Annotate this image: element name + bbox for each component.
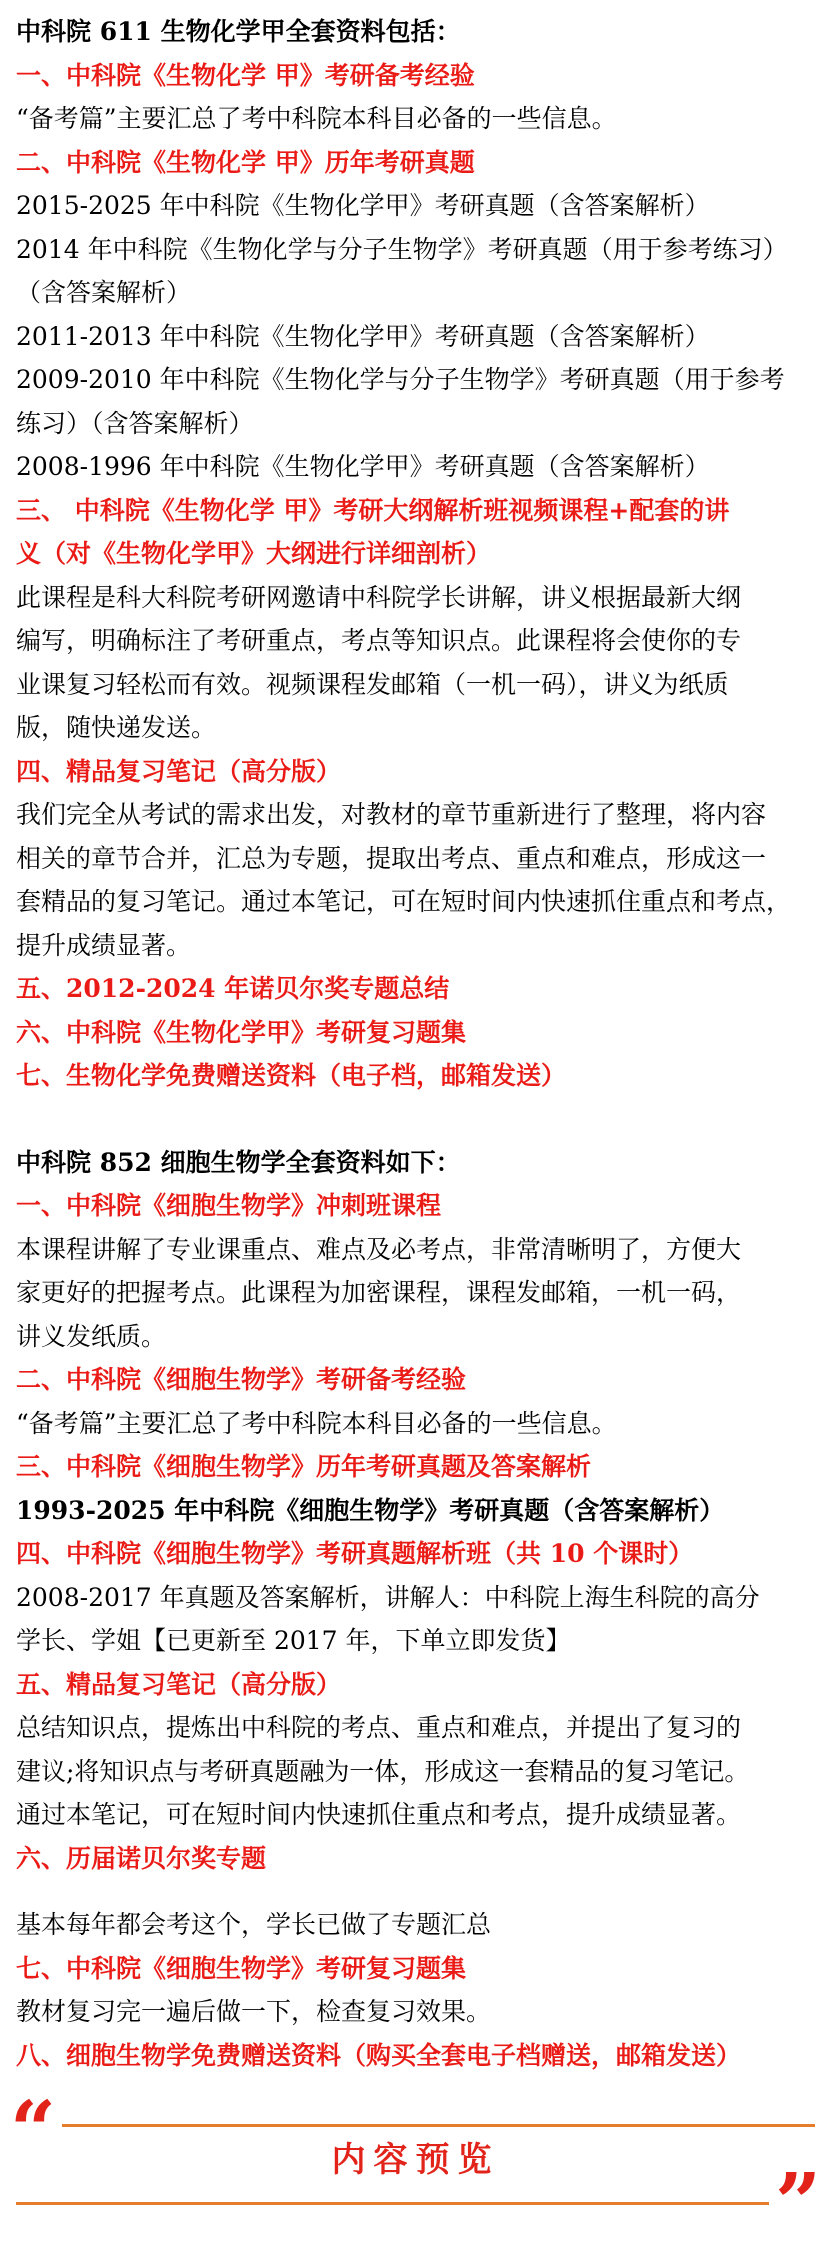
- section2-item3: 三、中科院《细胞生物学》历年考研真题及答案解析: [16, 1452, 592, 1481]
- quote-close-icon: ”: [774, 2155, 821, 2249]
- document-body: [16, 10, 820, 2077]
- section1-item4: 四、精品复习笔记（高分版）: [16, 756, 342, 786]
- section2-item5-desc: 通过本笔记，可在短时间内快速抓住重点和考点，提升成绩显著。: [16, 1800, 742, 1829]
- content-preview-banner: [10, 2083, 821, 2249]
- section2-item5-desc: 建议;将知识点与考研真题融为一体，形成这一套精品的复习笔记。: [16, 1756, 750, 1786]
- section1-item7: 七、生物化学免费赠送资料（电子档，邮箱发送）: [16, 1061, 567, 1090]
- section1-item3-desc: 业课复习轻松而有效。视频课程发邮箱（一机一码），讲义为纸质: [16, 669, 729, 699]
- section1-item3-desc: 编写，明确标注了考研重点，考点等知识点。此课程将会使你的专: [16, 626, 742, 655]
- section2-item7-desc: 教材复习完一遍后做一下，检查复习效果。: [16, 1997, 492, 2026]
- section2-item5-desc: 总结知识点，提炼出中科院的考点、重点和难点，并提出了复习的: [16, 1713, 742, 1742]
- section1-item3-desc: 版，随快递发送。: [16, 713, 217, 742]
- section1-item3-line1: 三、 中科院《生物化学 甲》考研大纲解析班视频课程+配套的讲: [16, 495, 730, 525]
- item-spacer: [16, 1880, 820, 1903]
- section1-item4-desc: 提升成绩显著。: [16, 930, 192, 960]
- section2-item4-desc: 学长、学姐【已更新至 2017 年，下单立即发货】: [16, 1626, 571, 1655]
- section1-item1: 一、中科院《生物化学 甲》考研备考经验: [16, 60, 475, 90]
- divider-top: [62, 2124, 815, 2127]
- section1-item2-line: 2014 年中科院《生物化学与分子生物学》考研真题（用于参考练习）: [16, 234, 788, 264]
- section1-item3-line2: 义（对《生物化学甲》大纲进行详细剖析）: [16, 539, 492, 568]
- section1-item1-desc: “备考篇”主要汇总了考中科院本科目必备的一些信息。: [16, 104, 617, 133]
- section2-item1-desc: 本课程讲解了专业课重点、难点及必考点，非常清晰明了，方便大: [16, 1234, 742, 1264]
- section2-item6-desc: 基本每年都会考这个，学长已做了专题汇总: [16, 1910, 492, 1939]
- section1-item2-line: 练习）（含答案解析）: [16, 408, 254, 438]
- section2-item8: 八、细胞生物学免费赠送资料（购买全套电子档赠送，邮箱发送）: [16, 2040, 742, 2070]
- section2-item1-desc: 家更好的把握考点。此课程为加密课程，课程发邮箱，一机一码，: [16, 1278, 742, 1307]
- section2-item1-desc: 讲义发纸质。: [16, 1321, 167, 1351]
- section1-item2-line: 2008-1996 年中科院《生物化学甲》考研真题（含答案解析）: [16, 452, 710, 481]
- divider-bottom: [16, 2202, 769, 2205]
- section1-item4-desc: 相关的章节合并，汇总为专题，提取出考点、重点和难点，形成这一: [16, 843, 767, 873]
- section2-item4-desc: 2008-2017 年真题及答案解析，讲解人：中科院上海生科院的高分: [16, 1582, 760, 1612]
- section2-item1: 一、中科院《细胞生物学》冲刺班课程: [16, 1191, 442, 1220]
- section2-item4: 四、中科院《细胞生物学》考研真题解析班（共 10 个课时）: [16, 1539, 694, 1568]
- section2-item2: 二、中科院《细胞生物学》考研备考经验: [16, 1365, 467, 1394]
- section1-item4-desc: 套精品的复习笔记。通过本笔记，可在短时间内快速抓住重点和考点，: [16, 887, 792, 916]
- section-spacer: [16, 1098, 820, 1141]
- section1-item2-line: 2015-2025 年中科院《生物化学甲》考研真题（含答案解析）: [16, 191, 710, 220]
- section1-item2: 二、中科院《生物化学 甲》历年考研真题: [16, 147, 475, 177]
- preview-title: 内容预览: [331, 2140, 500, 2180]
- section2-item6: 六、历届诺贝尔奖专题: [16, 1843, 267, 1873]
- section1-item4-desc: 我们完全从考试的需求出发，对教材的章节重新进行了整理，将内容: [16, 800, 767, 829]
- section2-item7: 七、中科院《细胞生物学》考研复习题集: [16, 1953, 467, 1983]
- section1-item2-line: （含答案解析）: [16, 278, 192, 307]
- section1-item2-line: 2009-2010 年中科院《生物化学与分子生物学》考研真题（用于参考: [16, 365, 785, 394]
- section1-item6: 六、中科院《生物化学甲》考研复习题集: [16, 1017, 467, 1047]
- section2-heading: 中科院 852 细胞生物学全套资料如下：: [16, 1147, 461, 1177]
- section1-item5: 五、2012-2024 年诺贝尔奖专题总结: [16, 974, 450, 1003]
- section1-heading: 中科院 611 生物化学甲全套资料包括：: [16, 17, 461, 46]
- section2-item5: 五、精品复习笔记（高分版）: [16, 1669, 342, 1699]
- section1-item3-desc: 此课程是科大科院考研网邀请中科院学长讲解，讲义根据最新大纲: [16, 582, 742, 612]
- section2-item2-desc: “备考篇”主要汇总了考中科院本科目必备的一些信息。: [16, 1408, 617, 1438]
- quote-open-icon: “: [10, 2083, 57, 2177]
- section2-item3-desc: 1993-2025 年中科院《细胞生物学》考研真题（含答案解析）: [16, 1495, 725, 1525]
- section1-item2-line: 2011-2013 年中科院《生物化学甲》考研真题（含答案解析）: [16, 321, 710, 351]
